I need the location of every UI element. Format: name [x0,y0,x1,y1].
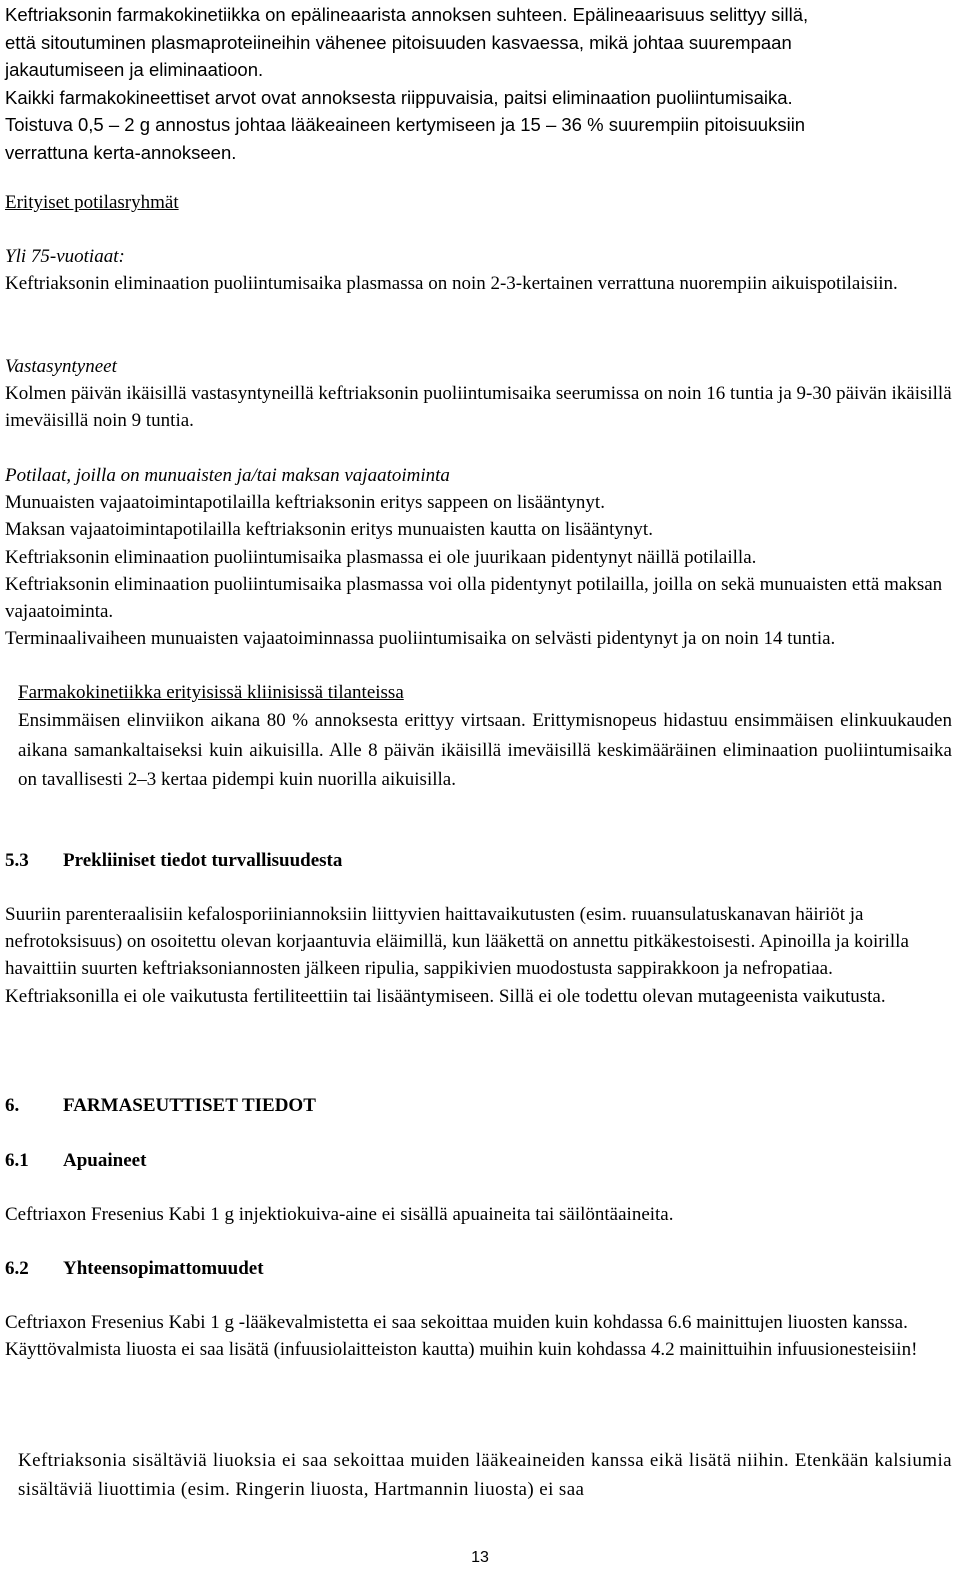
text-line: Toistuva 0,5 – 2 g annostus johtaa lääkeaineen kertymiseen ja 15 – 36 % suurempiin pitoisuuksiin [5,114,806,135]
special-groups-heading: Erityiset potilasryhmät [5,192,179,213]
special-groups-section [5,189,955,298]
clinical-heading: Farmakokinetiikka erityisissä kliinisissä tilanteissa [18,682,404,703]
section-number: 6.2 [5,1258,29,1279]
text-line: Maksan vajaatoimintapotilailla keftriaksonin eritys munuaisten kautta on lisääntynyt. [5,519,653,541]
incompatibility-text-1: Ceftriaxon Fresenius Kabi 1 g -lääkevalmistetta ei saa sekoittaa muiden kuin kohdassa 6.6 mainittujen liuosten kanssa. [5,1312,908,1333]
text-line: että sitoutuminen plasmaproteiineihin vähenee pitoisuuden kasvaessa, mikä johtaa suurempaan [5,31,792,53]
text-line: Keftriaksonin eliminaation puoliintumisaika plasmassa voi olla pidentynyt potilailla, joilla on sekä munuaisten että maksan vajaatoiminta. [5,573,943,623]
text-line: jakautumiseen ja eliminaatioon. [5,59,264,80]
clinical-text: Ensimmäisen elinviikon aikana 80 % annoksesta erittyy virtsaan. Erittymisnopeus hidastuu ensimmäisen elinkuukauden aikana samankaltaiseksi kuin aikuisilla. Alle 8 päivän ikäisillä imeväisillä keskimääräinen eliminaation puoliintumisaika on tavallisesti 2–3 kertaa pidempi kuin nuorilla aikuisilla. [18,710,952,790]
text-line: Kaikki farmakokineettiset arvot ovat annoksesta riippuvaisia, paitsi eliminaation puoliintumisaika. [5,86,793,108]
text-line: Keftriaksonin eliminaation puoliintumisaika plasmassa ei ole juurikaan pidentynyt näillä potilailla. [5,546,757,568]
section-number: 6. [5,1095,20,1116]
preclinical-text-2: Keftriaksonilla ei ole vaikutusta fertiliteettiin tai lisääntymiseen. Sillä ei ole todettu olevan mutageenista vaikutusta. [5,985,886,1007]
section-title: Yhteensopimattomuudet [63,1258,264,1279]
pk-paragraph [5,1,955,166]
section-6-2-body [5,1309,955,1363]
newborns-text: Kolmen päivän ikäisillä vastasyntyneillä keftriaksonin puoliintumisaika seerumissa on noin 16 tuntia ja 9-30 päivän ikäisillä imeväisillä noin 9 tuntia. [5,383,952,432]
section-number: 5.3 [5,850,29,871]
section-title: Apuaineet [63,1150,147,1171]
section-6-2-heading [5,1255,955,1282]
incompatibility-text-3: Keftriaksonia sisältäviä liuoksia ei saa sekoittaa muiden lääkeaineiden kanssa eikä lisätä niihin. Etenkään kalsiumia sisältäviä liuottimia (esim. Ringerin liuosta, Hartmannin liuosta) ei saa [18,1450,952,1500]
incompatibility-text-2: Käyttövalmista liuosta ei saa lisätä (infuusiolaitteiston kautta) muihin kuin kohdassa 4.2 mainittuihin infuusionesteisiin! [5,1339,918,1361]
preclinical-text-1: Suuriin parenteraalisiin kefalosporiiniannoksiin liittyvien haittavaikutusten (esim. ruuansulatuskanavan häiriöt ja nefrotoksisuus) on osoitettu olevan korjaantuvia eläimillä, kun lääkettä on annettu pitkäkestoisesti. Apinoilla ja koirilla havaittiin suurten keftriaksoniannosten jälkeen ripulia, sappikivien muodostusta sappirakkoon ja nefropatiaa. [5,904,909,980]
elderly-text: Keftriaksonin eliminaation puoliintumisaika plasmassa on noin 2-3-kertainen verrattuna nuorempiin aikuispotilaisiin. [5,273,898,295]
newborns-section [5,353,955,435]
text-line: Keftriaksonin farmakokinetiikka on epälineaarista annoksen suhteen. Epälineaarisuus selittyy sillä, [5,4,809,25]
renal-hepatic-label: Potilaat, joilla on munuaisten ja/tai maksan vajaatoiminta [5,465,450,486]
section-6-heading [5,1092,955,1119]
section-title: FARMASEUTTISET TIEDOT [63,1095,316,1116]
renal-hepatic-section [5,462,955,652]
section-5-3-body [5,901,955,1010]
text-line: Munuaisten vajaatoimintapotilailla keftriaksonin eritys sappeen on lisääntynyt. [5,492,605,514]
section-6-1-body [5,1201,955,1228]
clinical-section [18,679,952,794]
text-line: verrattuna kerta-annokseen. [5,141,237,163]
page-number: 13 [471,1549,489,1566]
excipients-text: Ceftriaxon Fresenius Kabi 1 g injektiokuiva-aine ei sisällä apuaineita tai säilöntäaineita. [5,1204,674,1225]
newborns-label: Vastasyntyneet [5,356,117,377]
section-5-3-heading [5,847,955,874]
section-title: Prekliiniset tiedot turvallisuudesta [63,850,343,871]
section-6-2-continued [18,1446,952,1504]
elderly-label: Yli 75-vuotiaat: [5,246,125,268]
text-line: Terminaalivaiheen munuaisten vajaatoiminnassa puoliintumisaika on selvästi pidentynyt ja on noin 14 tuntia. [5,628,836,650]
section-6-1-heading [5,1147,955,1174]
section-number: 6.1 [5,1150,29,1171]
